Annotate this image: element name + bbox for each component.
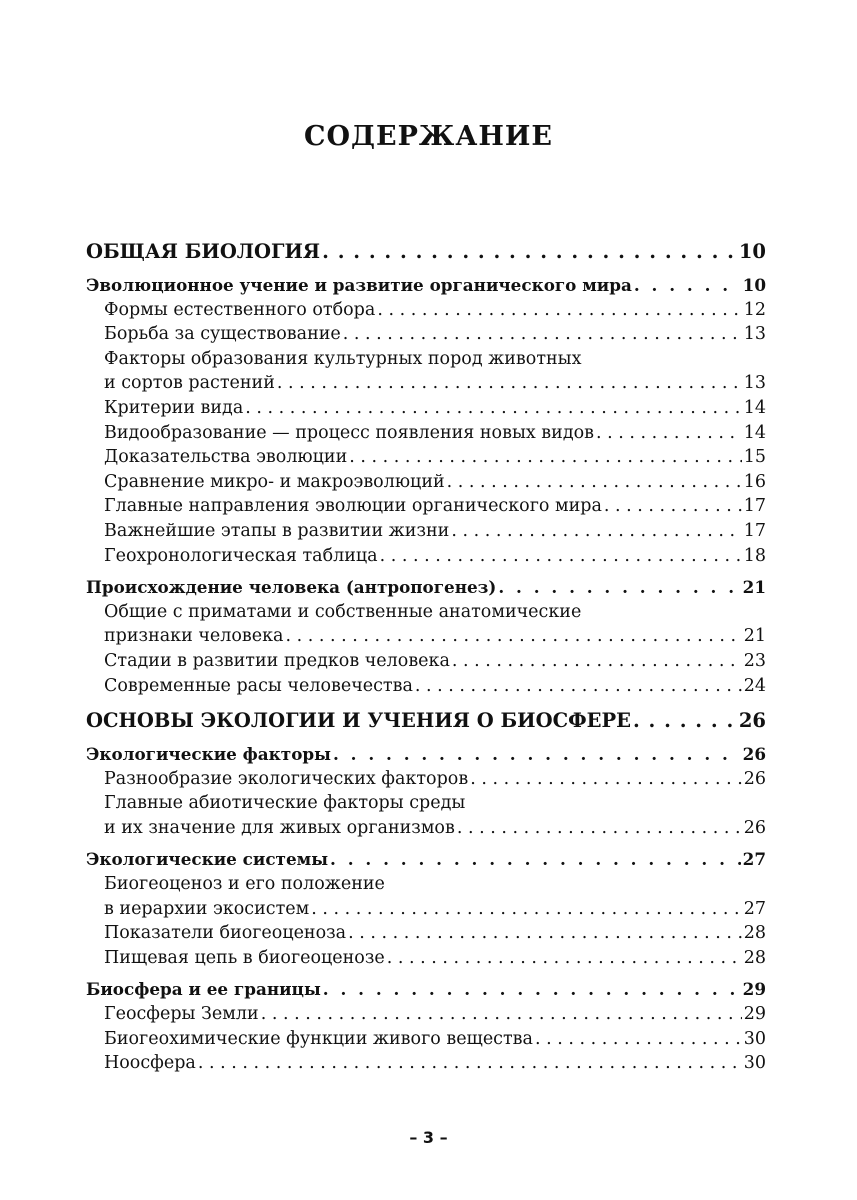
toc-chapter-evolution[interactable]: Эволюционное учение и развитие органического мира . . . 10 [86, 273, 766, 298]
toc-item[interactable]: Биогеохимические функции живого вещества . . . 30 [86, 1027, 766, 1052]
toc-item[interactable]: и сортов растений . . . 13 [86, 371, 766, 396]
toc-item[interactable]: Геосферы Земли . . . 29 [86, 1002, 766, 1027]
toc-item[interactable]: и их значение для живых организмов . . . 26 [86, 816, 766, 841]
toc-chapter-ecosystems[interactable]: Экологические системы . . . 27 [86, 847, 766, 872]
toc-item-line[interactable]: Факторы образования культурных пород животных [104, 348, 582, 369]
toc-item[interactable]: Ноосфера . . . 30 [86, 1051, 766, 1076]
toc-item[interactable]: Геохронологическая таблица . . . 18 [86, 544, 766, 569]
toc-chapter-anthropogenesis[interactable]: Происхождение человека (антропогенез) . . . 21 [86, 575, 766, 600]
toc-item[interactable]: Формы естественного отбора . . . 12 [86, 298, 766, 323]
toc-item[interactable]: Современные расы человечества . . . 24 [86, 674, 766, 699]
toc-part-general-biology[interactable]: ОБЩАЯ БИОЛОГИЯ . . . 10 [86, 238, 766, 266]
toc-item[interactable]: Доказательства эволюции . . . 15 [86, 445, 766, 470]
toc-item[interactable]: признаки человека . . . 21 [86, 624, 766, 649]
toc-item[interactable]: Главные направления эволюции органического мира . . . 17 [86, 494, 766, 519]
toc-chapter-biosphere[interactable]: Биосфера и ее границы . . . 29 [86, 977, 766, 1002]
toc-item[interactable]: Критерии вида . . . 14 [86, 396, 766, 421]
toc-item[interactable]: Стадии в развитии предков человека . . . 23 [86, 649, 766, 674]
toc-item-line[interactable]: Биогеоценоз и его положение [104, 874, 385, 895]
toc-item[interactable]: Борьба за существование . . . 13 [86, 322, 766, 347]
toc-item[interactable]: в иерархии экосистем . . . 27 [86, 897, 766, 922]
toc-chapter-ecological-factors[interactable]: Экологические факторы . . . 26 [86, 742, 766, 767]
table-of-contents [86, 238, 766, 1076]
toc-item[interactable]: Показатели биогеоценоза . . . 28 [86, 921, 766, 946]
page-number: – 3 – [409, 1128, 448, 1147]
toc-item[interactable]: Пищевая цепь в биогеоценозе . . . 28 [86, 946, 766, 971]
toc-part-ecology[interactable]: ОСНОВЫ ЭКОЛОГИИ И УЧЕНИЯ О БИОСФЕРЕ . . . 26 [86, 707, 766, 735]
toc-item-line[interactable]: Главные абиотические факторы среды [104, 793, 466, 814]
page-title: СОДЕРЖАНИЕ [304, 121, 553, 152]
toc-item[interactable]: Важнейшие этапы в развитии жизни . . . 17 [86, 519, 766, 544]
toc-item[interactable]: Видообразование — процесс появления новых видов . . . 14 [86, 421, 766, 446]
toc-item[interactable]: Разнообразие экологических факторов . . . 26 [86, 767, 766, 792]
toc-item[interactable]: Сравнение микро- и макроэволюций . . . 16 [86, 470, 766, 495]
toc-item-line[interactable]: Общие с приматами и собственные анатомические [104, 601, 582, 622]
